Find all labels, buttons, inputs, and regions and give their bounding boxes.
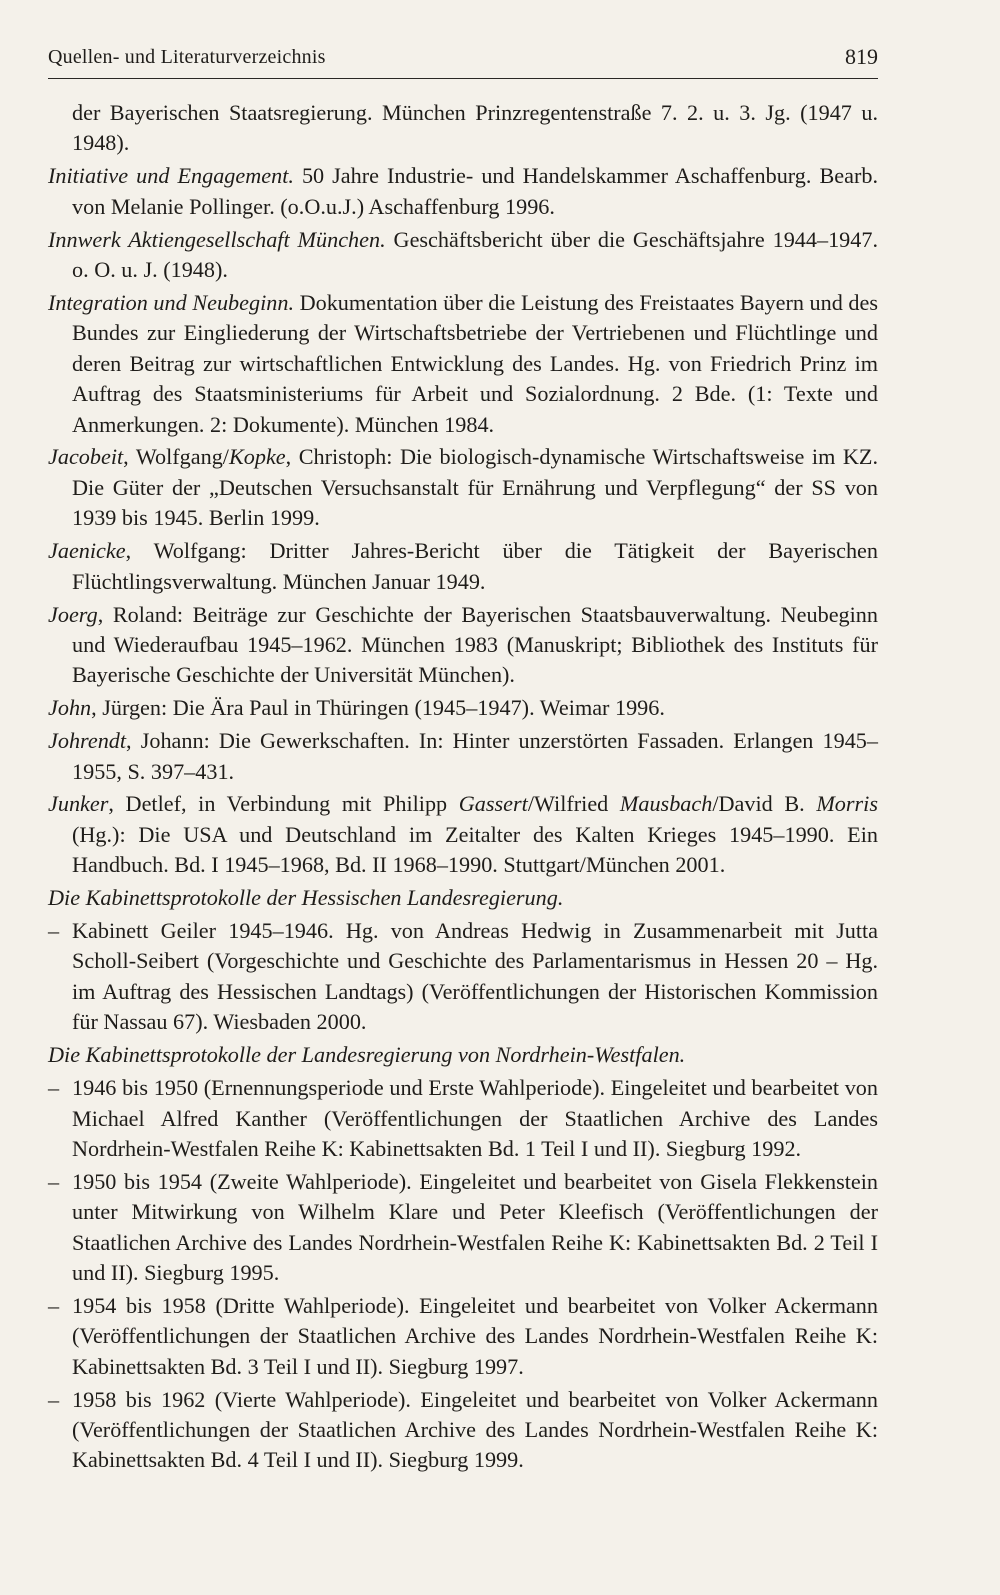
bibliography-entry [48, 536, 878, 597]
entry-text: , Roland: Beiträge zur Geschichte der Bayerischen Staatsbauverwaltung. Neubeginn und Wiederaufbau 1945–1962. München 1983 (Manuskript; Bibliothek des Instituts für Bayerische Geschichte der Universität München). [72, 601, 878, 688]
running-header [48, 44, 878, 79]
entry-text: 50 Jahre Industrie- und Handelskammer Aschaffenburg. Bearb. von Melanie Pollinger. (o.O.u.J.) Aschaffenburg 1996. [72, 163, 878, 219]
entry-title: Die Kabinettsprotokolle der Landesregierung von Nordrhein-Westfalen. [48, 1042, 686, 1068]
bibliography-entry [48, 726, 878, 787]
entry-author-first: /Wilfried [527, 791, 620, 817]
entry-author: Kopke [228, 444, 286, 470]
bibliography-entry [48, 442, 878, 533]
dash-marker: – [48, 918, 60, 944]
bibliography-entry [48, 693, 878, 723]
entry-author: Gassert [458, 791, 528, 817]
entry-title: Die Kabinettsprotokolle der Hessischen Landesregierung. [48, 885, 564, 911]
running-header-title: Quellen- und Literaturverzeichnis [48, 46, 326, 68]
bibliography-entry-heading [48, 1040, 878, 1070]
entry-text: , Jürgen: Die Ära Paul in Thüringen (1945–1947). Weimar 1996. [91, 695, 665, 721]
entry-text: , Christoph: Die biologisch-dynamische Wirtschaftsweise im KZ. Die Güter der „Deutschen Versuchsanstalt für Ernährung und Verpflegung“ der SS von 1939 bis 1945. Berlin 1999. [72, 444, 879, 531]
dash-marker: – [48, 1168, 60, 1194]
bibliography-list [48, 98, 878, 1478]
entry-author: Morris [816, 791, 878, 817]
dash-marker: – [48, 1386, 60, 1412]
entry-text: , Wolfgang: Dritter Jahres-Bericht über die Tätigkeit der Bayerischen Flüchtlingsverwaltung. München Januar 1949. [72, 538, 878, 594]
entry-title: Integration und Neubeginn. [48, 289, 294, 315]
bibliography-subentry [48, 1291, 878, 1382]
bibliography-entry-continued: der Bayerischen Staatsregierung. München Prinzregentenstraße 7. 2. u. 3. Jg. (1947 u. 1948). [72, 100, 878, 156]
bibliography-subentry [48, 1385, 878, 1476]
entry-title: Innwerk Aktiengesellschaft München. [48, 226, 386, 252]
entry-author-first: , Detlef, in Verbindung mit Philipp [108, 791, 459, 817]
bibliography-entry [48, 600, 878, 691]
bibliography-entry-heading [48, 883, 878, 913]
bibliography-subentry [48, 1073, 878, 1164]
bibliography-entry [48, 161, 878, 222]
entry-author: John [48, 695, 92, 721]
entry-text: Kabinett Geiler 1945–1946. Hg. von Andreas Hedwig in Zusammenarbeit mit Jutta Scholl-Seibert (Vorgeschichte und Geschichte des Parlamentarismus in Hessen 20 – Hg. im Auftrag des Hessischen Landtags) (Veröffentlichungen der Historischen Kommission für Nassau 67). Wiesbaden 2000. [72, 918, 878, 1035]
entry-author-first: /David B. [712, 791, 817, 817]
entry-author: Johrendt [48, 728, 127, 754]
bibliography-entry [48, 225, 878, 286]
entry-text: 1950 bis 1954 (Zweite Wahlperiode). Eingeleitet und bearbeitet von Gisela Flekkenstein unter Mitwirkung von Wilhelm Klare und Peter Kleefisch (Veröffentlichungen der Staatlichen Archive des Landes Nordrhein-Westfalen Reihe K: Kabinettsakten Bd. 2 Teil I und II). Siegburg 1995. [72, 1168, 878, 1286]
entry-text: 1958 bis 1962 (Vierte Wahlperiode). Eingeleitet und bearbeitet von Volker Ackermann (Veröffentlichungen der Staatlichen Archive des Landes Nordrhein-Westfalen Reihe K: Kabinettsakten Bd. 4 Teil I und II). Siegburg 1999. [72, 1386, 878, 1473]
entry-author: Jacobeit [48, 444, 124, 470]
entry-text: Geschäftsbericht über die Geschäftsjahre 1944–1947. o. O. u. J. (1948). [72, 226, 878, 283]
bibliography-entry [48, 789, 878, 880]
dash-marker: – [48, 1292, 60, 1318]
entry-title: Initiative und Engagement. [48, 163, 294, 189]
entry-author: Joerg [48, 601, 98, 627]
bibliography-entry [48, 288, 878, 440]
bibliography-subentry [48, 1167, 878, 1289]
entry-text: 1946 bis 1950 (Ernennungsperiode und Erste Wahlperiode). Eingeleitet und bearbeitet von Michael Alfred Kanther (Veröffentlichungen der Staatlichen Archive des Landes Nordrhein-Westfalen Reihe K: Kabinettsakten Bd. 1 Teil I und II). Siegburg 1992. [72, 1075, 878, 1161]
entry-text: Dokumentation über die Leistung des Freistaates Bayern und des Bundes zur Eingliederung der Wirtschaftsbetriebe der Vertriebenen und Flüchtlinge und deren Beitrag zur wirtschaftlichen Entwicklung des Landes. Hg. von Friedrich Prinz im Auftrag des Staatsministeriums für Arbeit und Sozialordnung. 2 Bde. (1: Texte und Anmerkungen. 2: Dokumente). München 1984. [72, 289, 878, 437]
dash-marker: – [48, 1075, 60, 1101]
bibliography-subentry [48, 916, 878, 1038]
entry-text: (Hg.): Die USA und Deutschland im Zeitalter des Kalten Krieges 1945–1990. Ein Handbuch. Bd. I 1945–1968, Bd. II 1968–1990. Stuttgart/München 2001. [72, 821, 878, 878]
entry-author-first: , Wolfgang/ [123, 444, 229, 470]
entry-text: 1954 bis 1958 (Dritte Wahlperiode). Eingeleitet und bearbeitet von Volker Ackermann (Veröffentlichungen der Staatlichen Archive des Landes Nordrhein-Westfalen Reihe K: Kabinettsakten Bd. 3 Teil I und II). Siegburg 1997. [72, 1292, 878, 1379]
page-number: 819 [845, 44, 878, 69]
entry-author: Mausbach [619, 791, 713, 817]
entry-author: Junker [48, 791, 109, 817]
entry-author: Jaenicke [48, 538, 126, 564]
entry-text: , Johann: Die Gewerkschaften. In: Hinter unzerstörten Fassaden. Erlangen 1945–1955, S. 397–431. [72, 728, 878, 784]
